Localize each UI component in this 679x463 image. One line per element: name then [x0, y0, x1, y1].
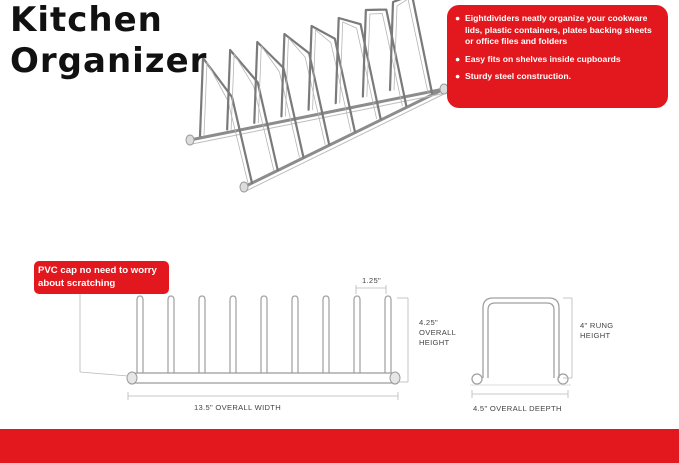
depth-label: 4.5" OVERALL DEEPTH — [473, 404, 562, 413]
rung-label-line2: HEIGHT — [580, 331, 611, 340]
front-prong — [137, 296, 143, 373]
prong-spacing-label: 1.25" — [362, 276, 381, 285]
bullet-icon: ● — [455, 53, 461, 64]
feature-item — [455, 13, 662, 48]
divider-wire — [200, 58, 252, 183]
feature-item — [455, 71, 662, 83]
front-prong — [385, 296, 391, 373]
rung-label-line1: 4" RUNG — [580, 321, 614, 330]
front-prong — [261, 296, 267, 373]
bottom-accent-bar — [0, 429, 679, 463]
front-prong — [292, 296, 298, 373]
feature-text: Easy fits on shelves inside cupboards — [465, 53, 621, 64]
page-title-line1: Kitchen — [10, 0, 163, 40]
width-label: 13.5" OVERALL WIDTH — [194, 403, 282, 412]
bullet-icon: ● — [455, 71, 461, 81]
height-value-label: 4.25" — [419, 318, 438, 327]
features-box — [447, 5, 668, 108]
front-prong — [323, 296, 329, 373]
pvc-cap-callout: PVC cap no need to worry about scratching — [34, 261, 169, 294]
side-view-drawing — [470, 298, 572, 398]
feature-text: Eightdividers neatly organize your cookware lids, plastic containers, plates backing sheets or office files and folders — [465, 13, 652, 46]
front-prong — [168, 296, 174, 373]
organizer-product-image — [186, 0, 448, 192]
bullet-icon: ● — [455, 13, 461, 23]
front-prong — [230, 296, 236, 373]
front-prong — [354, 296, 360, 373]
page-title-line2: Organizer — [10, 41, 208, 81]
front-prong — [199, 296, 205, 373]
height-label-line1: OVERALL — [419, 328, 457, 337]
height-label-line2: HEIGHT — [419, 338, 450, 347]
feature-text: Sturdy steel construction. — [465, 71, 572, 81]
feature-item — [455, 54, 662, 66]
front-view-drawing — [80, 285, 408, 400]
